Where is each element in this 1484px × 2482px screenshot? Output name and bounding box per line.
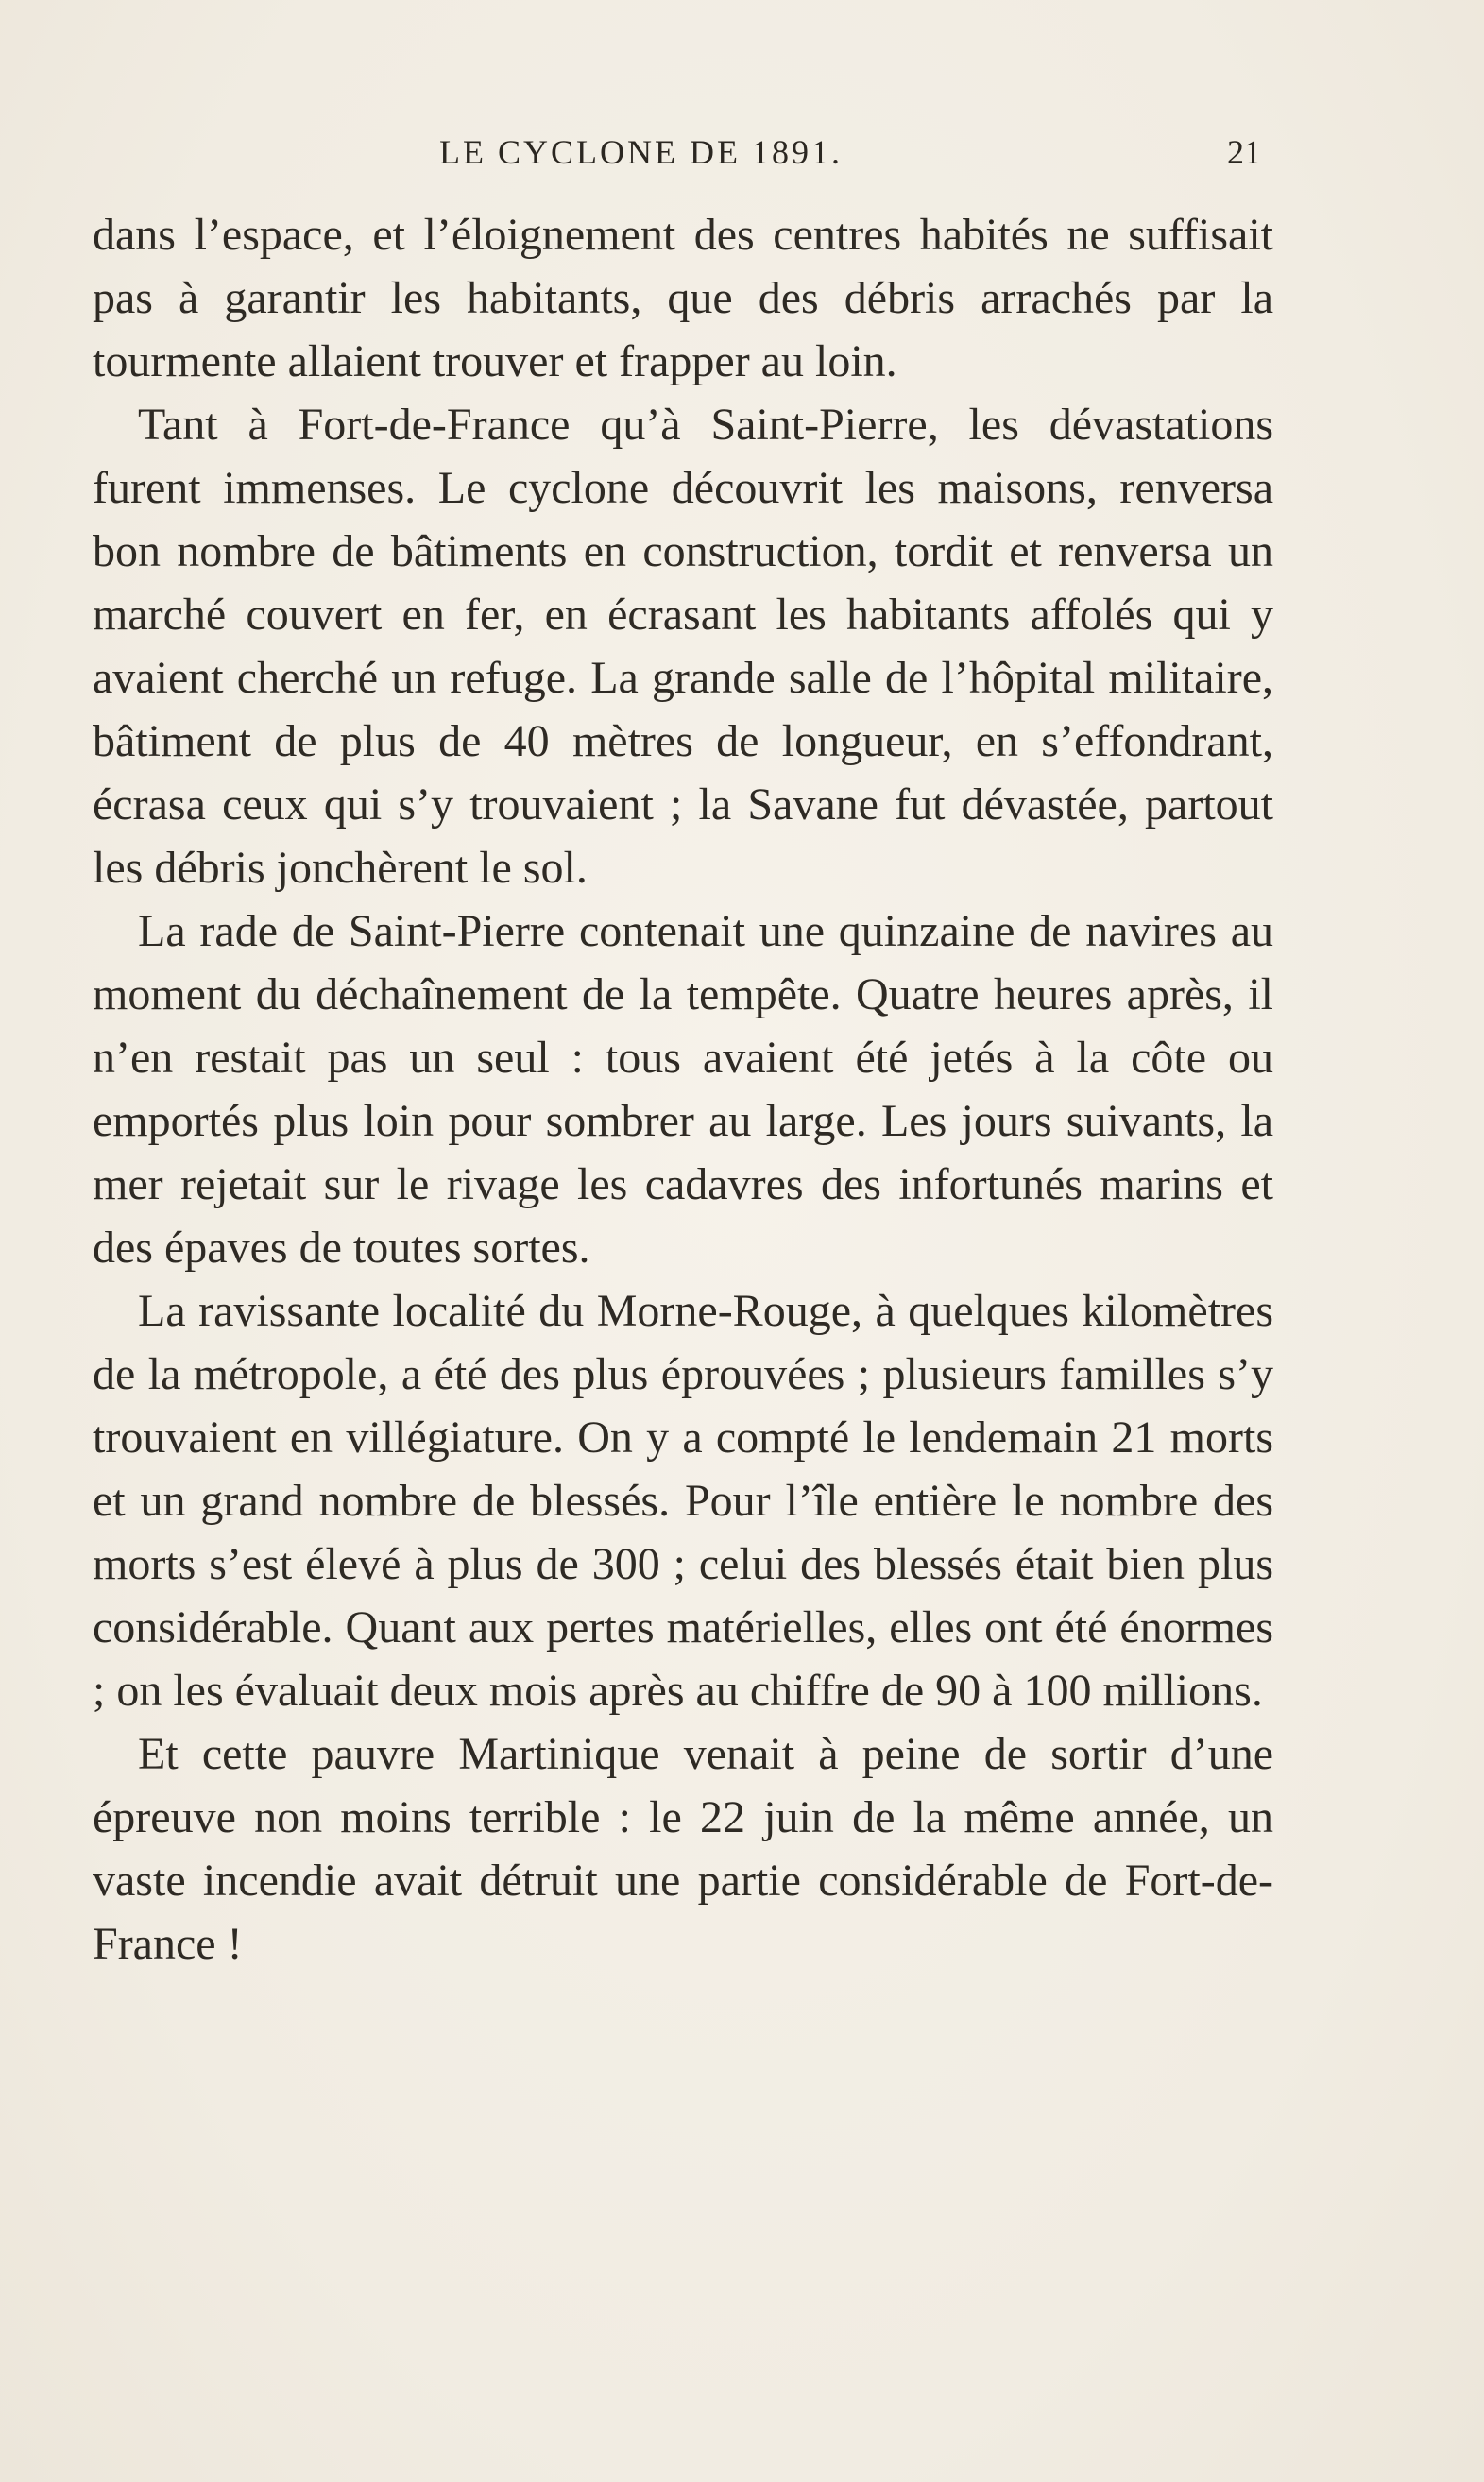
paragraph: Tant à Fort-de-France qu’à Saint-Pierre, les dévastations furent immenses. Le cyclone découvrit les maisons, renversa bon nombre de bâtiments en construction, tordit et renversa un marché couvert en fer, en écrasant les habitants affolés qui y avaient cherché un refuge. La grande salle de l’hôpital militaire, bâtiment de plus de 40 mètres de longueur, en s’effondrant, écrasa ceux qui s’y trouvaient ; la Savane fut dévastée, partout les débris jonchèrent le sol. [93,400,1273,893]
paragraph-continuation: dans l’espace, et l’éloignement des centres habités ne suffisait pas à garantir les habitants, que des débris arrachés par la tourmente allaient trouver et frapper au loin. [93,210,1273,386]
running-title: LE CYCLONE DE 1891. [439,133,843,171]
paragraph: La ravissante localité du Morne-Rouge, à quelques kilomètres de la métropole, a été des plus éprouvées ; plusieurs familles s’y trouvaient en villégiature. On y a compté le lendemain 21 morts et un grand nombre de blessés. Pour l’île entière le nombre des morts s’est élevé à plus de 300 ; celui des blessés était bien plus considérable. Quant aux pertes matérielles, elles ont été énormes ; on les évaluait deux mois après au chiffre de 90 à 100 millions. [93,1286,1273,1716]
paragraph: La rade de Saint-Pierre contenait une quinzaine de navires au moment du déchaînement de la tempête. Quatre heures après, il n’en restait pas un seul : tous avaient été jetés à la côte ou emportés plus loin pour sombrer au large. Les jours suivants, la mer rejetait sur le rivage les cadavres des infortunés marins et des épaves de toutes sortes. [93,906,1273,1273]
paragraph: Et cette pauvre Martinique venait à peine de sortir d’une épreuve non moins terrible : le 22 juin de la même année, un vaste incendie avait détruit une partie considérable de Fort-de-France ! [93,1729,1273,1969]
body-text [93,203,1273,1976]
page-number: 21 [1227,133,1261,171]
running-head [439,132,1261,180]
